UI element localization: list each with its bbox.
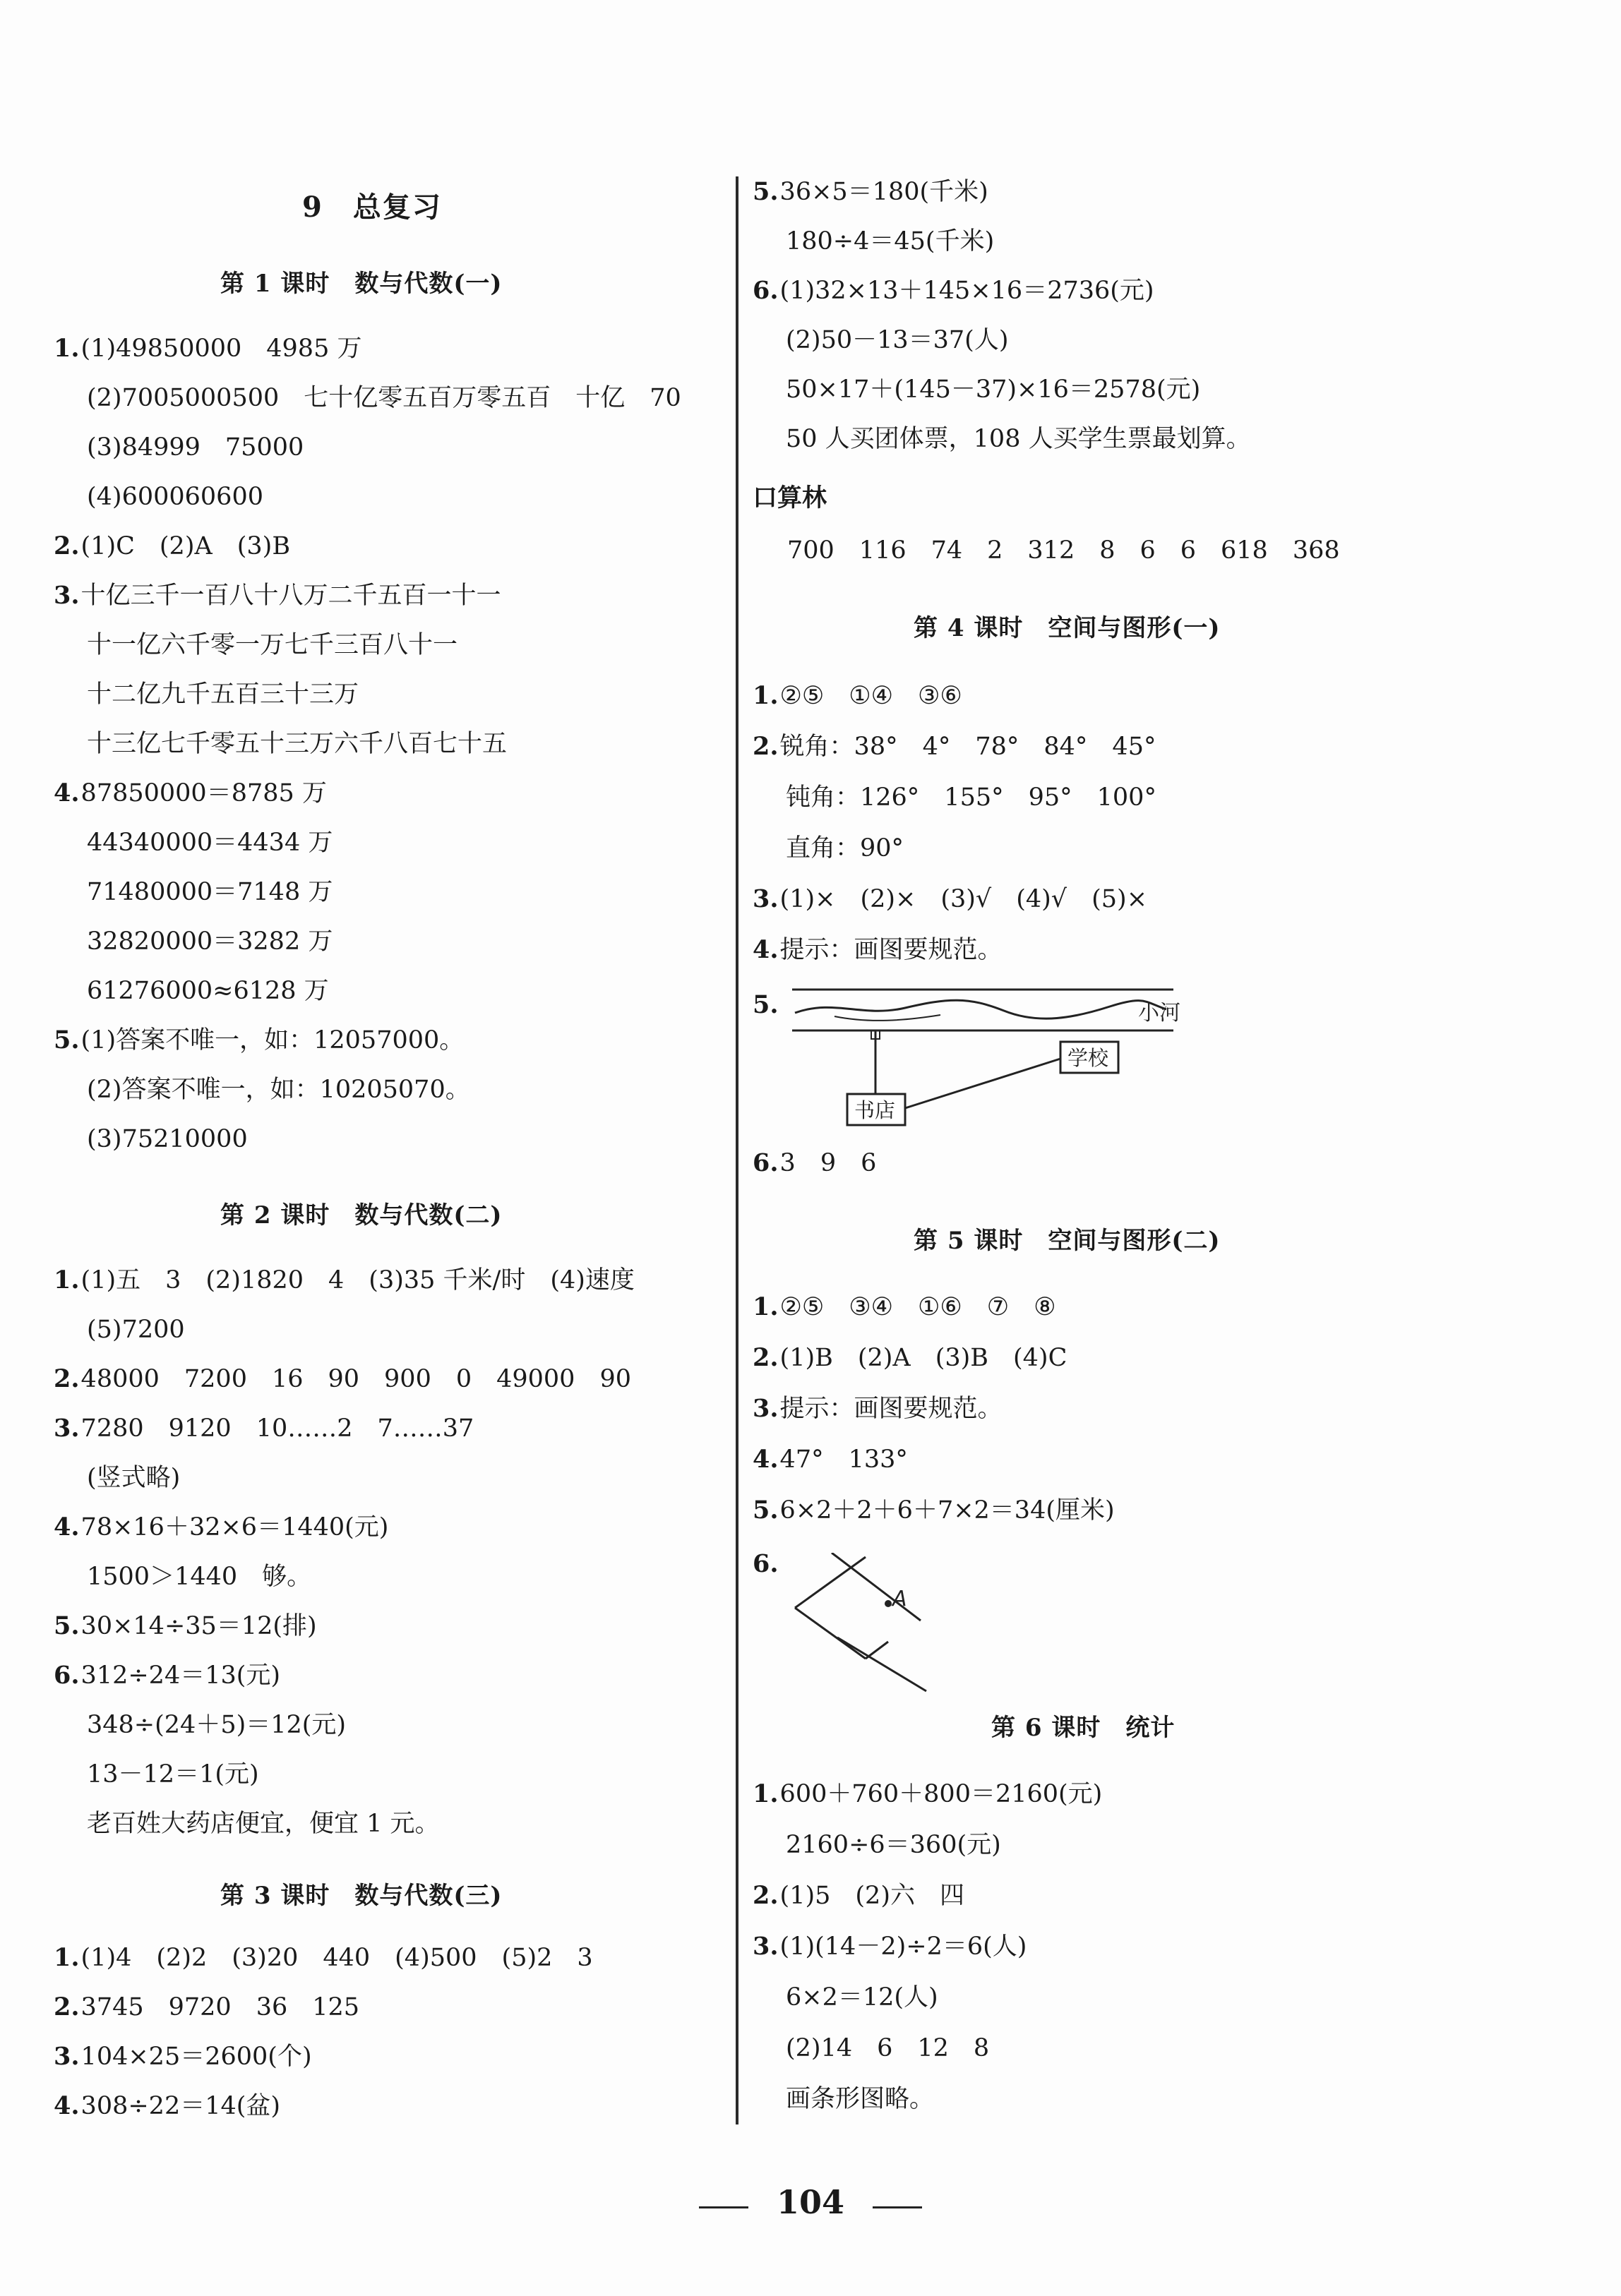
question-number: 1. bbox=[753, 681, 779, 710]
question-number: 6. bbox=[753, 1148, 779, 1177]
question-number: 3. bbox=[753, 1394, 779, 1423]
question-number: 2. bbox=[54, 531, 80, 560]
answer-line: 3.(1)(14－2)÷2＝6(人) bbox=[753, 1932, 1027, 1961]
page-number-rule-right bbox=[873, 2206, 922, 2208]
column-divider bbox=[736, 176, 738, 2124]
page-number: 104 bbox=[776, 2183, 845, 2221]
chapter-title: 9 总复习 bbox=[302, 191, 442, 224]
answer-line: 1.600＋760＋800＝2160(元) bbox=[753, 1779, 1103, 1808]
question-number: 3. bbox=[54, 2042, 80, 2071]
question-number: 4. bbox=[54, 779, 80, 807]
question-number: 1. bbox=[54, 1943, 80, 1972]
parallel-perpendicular-diagram bbox=[788, 1553, 957, 1694]
answer-line: (3)84999 75000 bbox=[87, 433, 304, 462]
answer-line: 6.312÷24＝13(元) bbox=[54, 1661, 281, 1690]
section-title-lesson-6: 第 6 课时 统计 bbox=[991, 1714, 1176, 1742]
answer-line: 6×2＝12(人) bbox=[786, 1983, 938, 2012]
question-number: 6. bbox=[54, 1661, 80, 1690]
answer-line: 50 人买团体票，108 人买学生票最划算。 bbox=[786, 425, 1251, 453]
question-number: 3. bbox=[54, 581, 80, 610]
answer-line: (2)50－13＝37(人) bbox=[786, 326, 1009, 354]
answer-line: 5.(1)答案不唯一，如：12057000。 bbox=[54, 1026, 465, 1054]
answer-line: 2.(1)B (2)A (3)B (4)C bbox=[753, 1343, 1067, 1372]
question-number: 5. bbox=[54, 1611, 80, 1640]
answer-line: 4.提示：画图要规范。 bbox=[753, 935, 1003, 964]
line-segment bbox=[795, 1608, 866, 1659]
question-number: 3. bbox=[753, 884, 779, 913]
answer-line: 直角：90° bbox=[786, 834, 904, 862]
answer-line: 2160÷6＝360(元) bbox=[786, 1831, 1001, 1859]
answer-line: 2.锐角：38° 4° 78° 84° 45° bbox=[753, 732, 1156, 761]
answer-line: 1.②⑤ ③④ ①⑥ ⑦ ⑧ bbox=[753, 1292, 1056, 1321]
answer-line: 1.②⑤ ①④ ③⑥ bbox=[753, 681, 962, 710]
answer-line: 44340000＝4434 万 bbox=[87, 829, 333, 857]
answer-line: 4.87850000＝8785 万 bbox=[54, 779, 327, 807]
question-number: 6. bbox=[753, 276, 779, 305]
answer-line: 4.78×16＋32×6＝1440(元) bbox=[54, 1513, 389, 1541]
answer-line: 5.30×14÷35＝12(排) bbox=[54, 1611, 317, 1640]
question-number: 1. bbox=[753, 1292, 779, 1321]
kousuan-title: 口算林 bbox=[753, 483, 827, 512]
question-number: 2. bbox=[753, 732, 779, 761]
question-number: 5. bbox=[753, 990, 779, 1019]
answer-line: 2.(1)C (2)A (3)B bbox=[54, 531, 291, 560]
answer-line: 71480000＝7148 万 bbox=[87, 878, 333, 906]
answer-line: 3.(1)× (2)× (3)√ (4)√ (5)× bbox=[753, 884, 1148, 913]
question-number: 6. bbox=[753, 1549, 779, 1578]
answer-line: 61276000≈6128 万 bbox=[87, 977, 329, 1005]
question-number: 4. bbox=[753, 1445, 779, 1474]
question-number: 2. bbox=[753, 1343, 779, 1372]
answer-line: 画条形图略。 bbox=[786, 2085, 935, 2113]
answer-line: 1500＞1440 够。 bbox=[87, 1563, 312, 1591]
question-number: 5. bbox=[54, 1026, 80, 1054]
path-line bbox=[905, 1059, 1060, 1108]
question-number: 2. bbox=[753, 1881, 779, 1910]
answer-line: 十三亿七千零五十三万六千八百七十五 bbox=[87, 730, 508, 758]
section-title-lesson-2: 第 2 课时 数与代数(二) bbox=[220, 1201, 503, 1230]
question-number: 1. bbox=[753, 1779, 779, 1808]
answer-line: 1.(1)五 3 (2)1820 4 (3)35 千米/时 (4)速度 bbox=[54, 1266, 635, 1294]
answer-line: (4)600060600 bbox=[87, 483, 263, 511]
answer-line: 3.提示：画图要规范。 bbox=[753, 1394, 1003, 1423]
river-wave bbox=[795, 1000, 1166, 1018]
answer-line: (5)7200 bbox=[87, 1316, 185, 1344]
point-a-label: A bbox=[892, 1587, 907, 1611]
point-a bbox=[885, 1600, 892, 1607]
answer-line: 老百姓大药店便宜，便宜 1 元。 bbox=[87, 1810, 440, 1838]
answer-line: 3.104×25＝2600(个) bbox=[54, 2042, 312, 2071]
answer-line: 钝角：126° 155° 95° 100° bbox=[786, 783, 1156, 812]
answer-line: (2)7005000500 七十亿零五百万零五百 十亿 70 bbox=[87, 384, 681, 412]
answer-line: 2.48000 7200 16 90 900 0 49000 90 bbox=[54, 1364, 631, 1393]
question-number: 3. bbox=[54, 1414, 80, 1443]
question-number: 4. bbox=[54, 1513, 80, 1541]
answer-line: (2)14 6 12 8 bbox=[786, 2034, 990, 2062]
section-title-lesson-4: 第 4 课时 空间与图形(一) bbox=[914, 614, 1221, 642]
river-wave-2 bbox=[835, 1015, 940, 1021]
river-school-bookstore-diagram bbox=[792, 974, 1188, 1136]
answer-line: 1.(1)49850000 4985 万 bbox=[54, 334, 362, 363]
answer-line: 3.7280 9120 10……2 7……37 bbox=[54, 1414, 474, 1443]
answer-line: 32820000＝3282 万 bbox=[87, 927, 333, 956]
answer-line: (竖式略) bbox=[87, 1464, 181, 1492]
section-title-lesson-1: 第 1 课时 数与代数(一) bbox=[220, 270, 503, 298]
section-title-lesson-5: 第 5 课时 空间与图形(二) bbox=[914, 1227, 1221, 1255]
answer-line: 2.3745 9720 36 125 bbox=[54, 1993, 360, 2021]
question-number: 1. bbox=[54, 334, 80, 363]
school-label: 学校 bbox=[1067, 1046, 1109, 1070]
river-label: 小河 bbox=[1138, 1001, 1180, 1026]
answer-line: 5.36×5＝180(千米) bbox=[753, 177, 988, 206]
answer-line: 2.(1)5 (2)六 四 bbox=[753, 1881, 964, 1910]
line-segment bbox=[832, 1553, 921, 1621]
answer-line: 180÷4＝45(千米) bbox=[786, 227, 995, 256]
answer-line: 6.3 9 6 bbox=[753, 1148, 877, 1177]
question-number: 1. bbox=[54, 1266, 80, 1294]
question-number: 2. bbox=[54, 1364, 80, 1393]
answer-line: 1.(1)4 (2)2 (3)20 440 (4)500 (5)2 3 bbox=[54, 1943, 593, 1972]
answer-line: (2)答案不唯一，如：10205070。 bbox=[87, 1076, 470, 1104]
question-number: 3. bbox=[753, 1932, 779, 1961]
section-title-lesson-3: 第 3 课时 数与代数(三) bbox=[220, 1882, 503, 1910]
answer-line: (3)75210000 bbox=[87, 1125, 248, 1153]
left-column bbox=[54, 0, 760, 2188]
answer-line: 十二亿九千五百三十三万 bbox=[87, 680, 359, 709]
question-number: 5. bbox=[753, 177, 779, 206]
answer-line: 13－12＝1(元) bbox=[87, 1760, 259, 1789]
answer-line: 十一亿六千零一万七千三百八十一 bbox=[87, 631, 458, 659]
line-segment bbox=[795, 1557, 866, 1608]
answer-line: 3.十亿三千一百八十八万二千五百一十一 bbox=[54, 581, 501, 610]
answer-line: 6.(1)32×13＋145×16＝2736(元) bbox=[753, 276, 1154, 305]
answer-line: 4.47° 133° bbox=[753, 1445, 908, 1474]
question-number: 5. bbox=[753, 1496, 779, 1525]
question-number: 2. bbox=[54, 1993, 80, 2021]
question-number: 4. bbox=[753, 935, 779, 964]
question-number: 4. bbox=[54, 2091, 80, 2120]
answer-line: 348÷(24＋5)＝12(元) bbox=[87, 1711, 347, 1739]
bookstore-label: 书店 bbox=[854, 1098, 896, 1122]
answer-line: 5.6×2＋2＋6＋7×2＝34(厘米) bbox=[753, 1496, 1115, 1525]
answer-line: 50×17＋(145－37)×16＝2578(元) bbox=[786, 375, 1201, 404]
answer-line: 4.308÷22＝14(盆) bbox=[54, 2091, 281, 2120]
right-column bbox=[753, 0, 1459, 2188]
kousuan-values: 700 116 74 2 312 8 6 6 618 368 bbox=[787, 536, 1340, 565]
